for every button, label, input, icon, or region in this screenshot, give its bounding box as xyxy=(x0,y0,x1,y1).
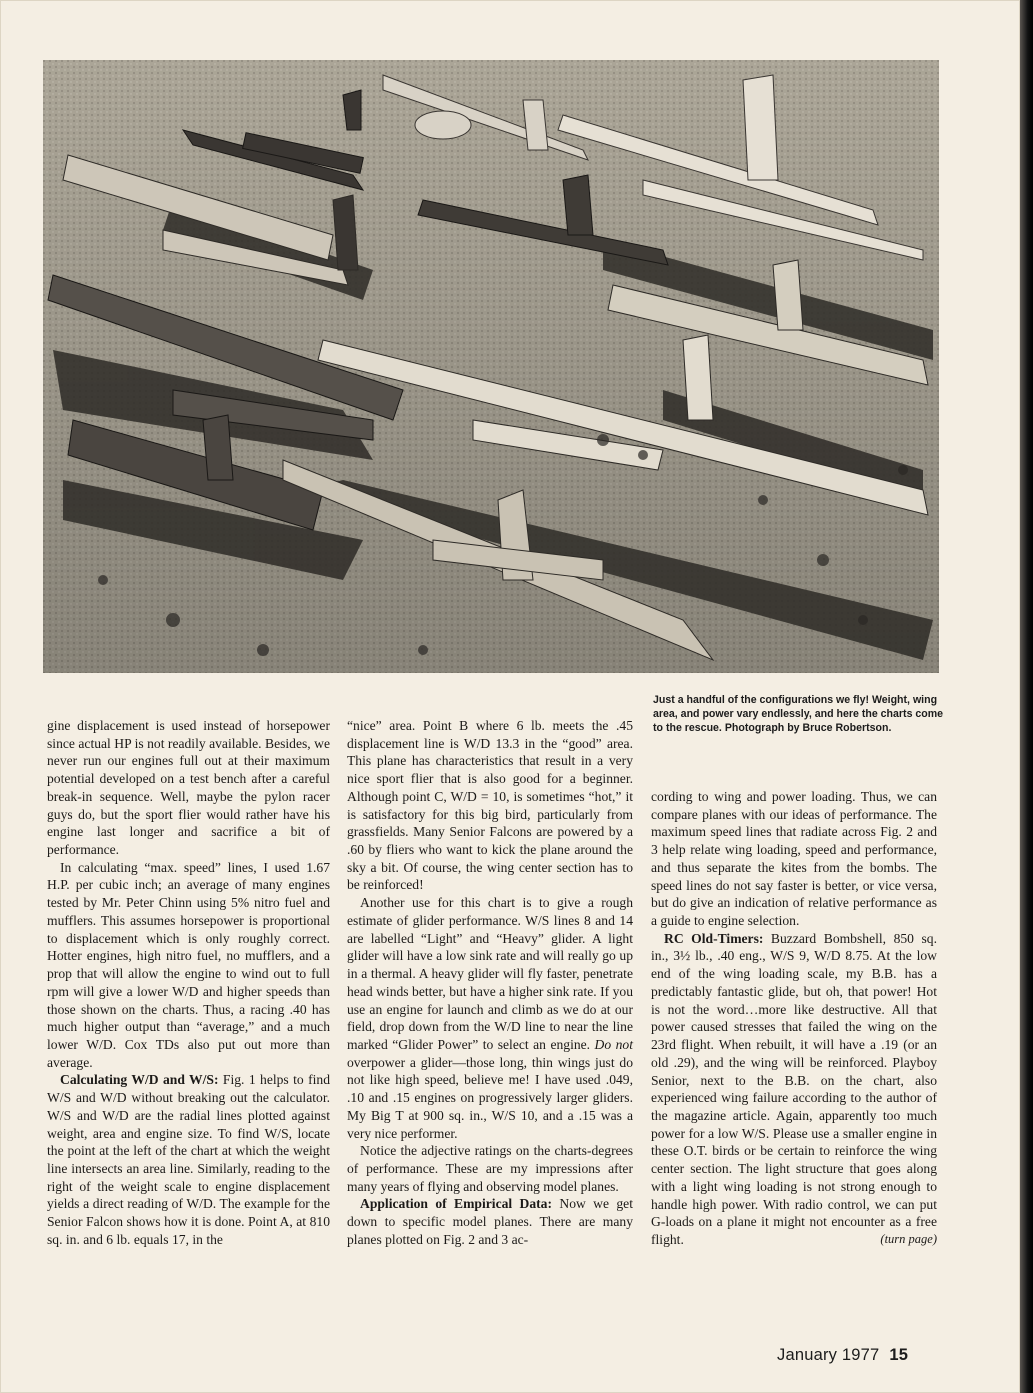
paragraph xyxy=(47,1071,330,1248)
paragraph-text: Buzzard Bombshell, 850 sq. in., 3½ lb., .40 eng., W/S 9, W/D 8.75. At the low end of the wing loading scale, my B.B. has a predictably fantastic glide, but oh, that power! Hot is not the word…more like destructive. All that power caused stresses that failed the wing on the 23rd flight. When rebuilt, it will have a .19 (or an old .29), and the wing will be reinforced. Playboy Senior, next to the B.B. on the chart, also experienced wing failure according to the author of the magazine article. Again, apparently too much power for a low W/S. Please use a smaller engine in these O.T. birds or be certain to reinforce the wing center section. The light structure that goes along with a light wing loading is not strong enough to handle high power. With radio control, we can put G-loads on a plane it might not encounter as a free flight. xyxy=(651,930,937,1247)
paragraph: “nice” area. Point B where 6 lb. meets the .45 displacement line is W/D 13.3 in the “good” area. This plane has characteristics that result in a very nice sport flier that is also good for a beginner. Although point C, W/D = 10, is sometimes “hot,” it is satisfactory for this big bird, particularly from grassfields. Many Senior Falcons are powered by a .60 by fliers who want to kick the plane around the sky a bit. Of course, the wing center section has to be reinforced! xyxy=(347,718,633,893)
model-planes-photo xyxy=(43,60,939,673)
text-column-1 xyxy=(47,717,330,1249)
paragraph: Notice the adjective ratings on the charts-degrees of performance. These are my impressions after many years of flying and observing model planes. xyxy=(347,1143,633,1194)
paragraph-text: Another use for this chart is to give a rough estimate of glider performance. W/S lines 8 and 14 are labelled “Light” and “Heavy” glider. A light glider will have a low sink rate and will really go up in a thermal. A heavy glider will fly faster, penetrate head winds better, but have a higher sink rate. If you use an engine for launch and climb as we do at our field, drop down from the W/D line to near the line marked “Glider Power” to select an engine. xyxy=(347,895,633,1052)
turn-page-note: (turn page) xyxy=(880,1231,937,1246)
section-heading: Application of Empirical Data: xyxy=(360,1196,553,1212)
paragraph: gine displacement is used instead of horsepower since actual HP is not readily available. Besides, we never run our engines full out at their maximum potential developed on a test bench after a careful break-in sequence. Well, maybe the pylon racer guys do, but the sport flier would rather have his engine last longer and sacrifice a bit of performance. xyxy=(47,718,330,858)
paragraph: In calculating “max. speed” lines, I used 1.67 H.P. per cubic inch; an average of many engines tested by Mr. Peter Chinn using 5% nitro fuel and mufflers. This assumes horsepower is proportional to displacement which is only roughly correct. Hotter engines, high nitro fuel, no mufflers, and a prop that will allow the engine to wind out to full rpm will give a lower W/D and higher speeds than those shown on the charts. Thus, a racing .40 has much higher output than “average,” and a much lower W/D. Cox TDs also put out more than average. xyxy=(47,859,330,1070)
text-column-3 xyxy=(651,788,937,1249)
photo-caption: Just a handful of the configurations we fly! Weight, wing area, and power vary endlessly, and here the charts come to the rescue. Photograph by Bruce Robertson. xyxy=(653,694,944,735)
issue-date: January 1977 xyxy=(777,1346,880,1364)
text-column-2 xyxy=(347,717,633,1249)
paragraph xyxy=(347,894,633,1142)
paragraph xyxy=(651,930,937,1249)
paragraph-text: Now we get down to specific model planes. There are many planes plotted on Fig. 2 and 3 ac- xyxy=(347,1196,633,1247)
paragraph: cording to wing and power loading. Thus, we can compare planes with our ideas of performance. The maximum speed lines that radiate across Fig. 2 and 3 help relate wing loading, speed and performance, and thus separate the kites from the bombs. The speed lines do not say faster is better, or vice versa, but do give an indication of relative performance as a guide to engine selection. xyxy=(651,789,937,929)
page-edge-shadow xyxy=(1020,0,1033,1393)
paragraph xyxy=(347,1195,633,1248)
page-number: 15 xyxy=(889,1346,909,1364)
paragraph-text: overpower a glider—those long, thin wings just do not like high speed, believe me! I have used .049, .10 and .15 engines on progressively larger gliders. My Big T at 900 sq. in., W/S 10, and a .15 was a very nice performer. xyxy=(347,1054,633,1141)
section-heading: RC Old-Timers: xyxy=(664,930,764,946)
section-heading: Calculating W/D and W/S: xyxy=(60,1072,219,1088)
emphasis-text: Do not xyxy=(594,1036,633,1052)
paragraph-text: Fig. 1 helps to find W/S and W/D without breaking out the calculator. W/S and W/D are the radial lines plotted against weight, area and engine size. To find W/S, locate the point at the left of the chart at which the weight line intersects an area line. Similarly, reading to the right of the weight scale to engine displacement yields a direct reading of W/D. The example for the Senior Falcon shows how it is done. Point A, at 810 sq. in. and 6 lb. equals 17, in the xyxy=(47,1072,330,1247)
page-footer xyxy=(777,1346,908,1365)
